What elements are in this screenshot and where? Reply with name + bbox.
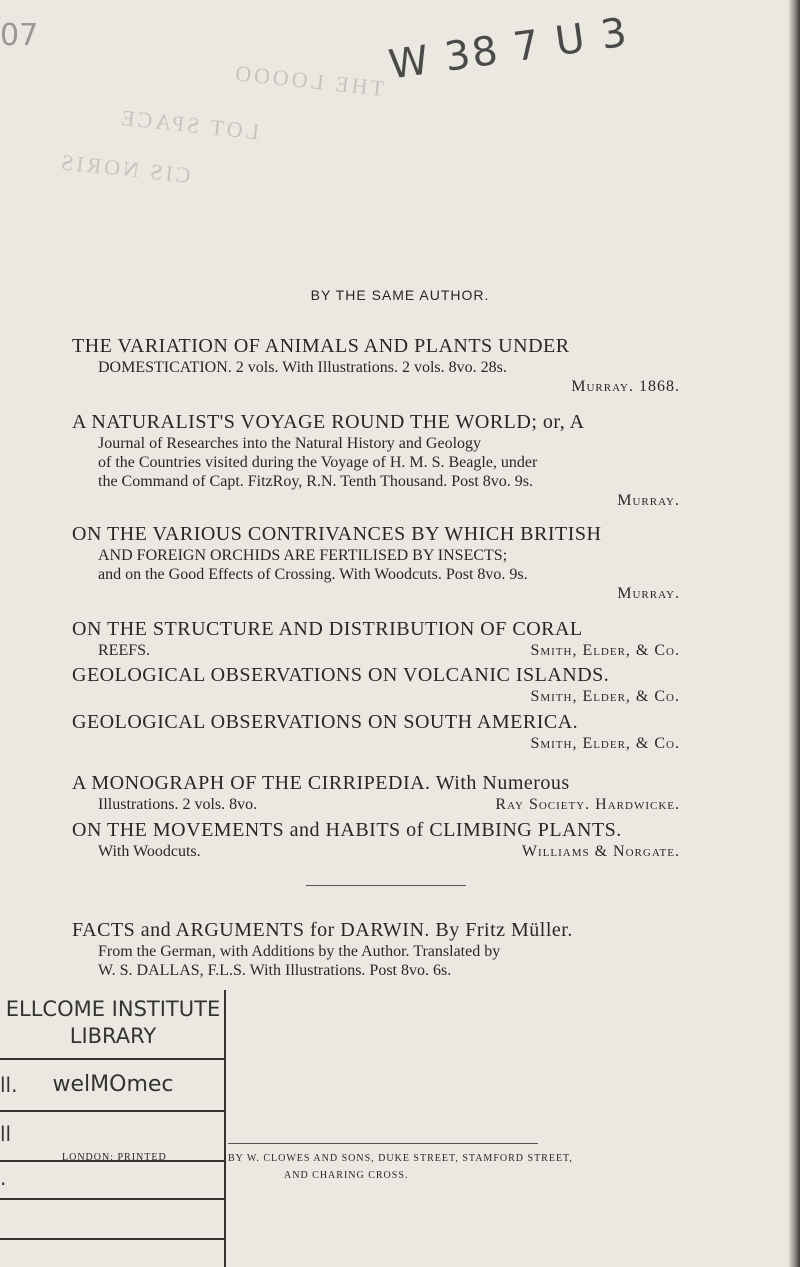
imprint-divider	[228, 1143, 538, 1144]
bleed-through-line-2: LOT SPACE	[117, 104, 261, 145]
entry-title: A NATURALIST'S VOYAGE ROUND THE WORLD; or, A	[72, 411, 585, 433]
entry-line: Illustrations. 2 vols. 8vo.	[98, 796, 258, 813]
stamp-blank-row	[0, 1198, 226, 1240]
stamp-title	[0, 990, 226, 1060]
entry-title: GEOLOGICAL OBSERVATIONS ON VOLCANIC ISLANDS.	[72, 664, 610, 686]
book-entry-facts-arguments	[72, 918, 680, 980]
stamp-row-mark: .	[0, 1166, 7, 1190]
book-entry-variation	[72, 334, 680, 396]
entry-line: AND FOREIGN ORCHIDS ARE FERTILISED BY INSECTS;	[98, 547, 508, 564]
handwritten-shelfmark: W 38 7 U 3	[385, 9, 632, 89]
entry-title: GEOLOGICAL OBSERVATIONS ON SOUTH AMERICA.	[72, 711, 579, 733]
entry-row	[72, 795, 680, 814]
entry-row	[72, 641, 680, 660]
book-entry-orchids	[72, 522, 680, 603]
entry-line: and on the Good Effects of Crossing. With Woodcuts. Post 8vo. 9s.	[98, 566, 528, 583]
printer-imprint-left: LONDON: PRINTED	[62, 1152, 167, 1163]
entry-line: With Woodcuts.	[98, 843, 201, 860]
entry-title: ON THE MOVEMENTS and HABITS of CLIMBING PLANTS.	[72, 819, 622, 841]
stamp-collection-row	[0, 1060, 226, 1112]
printer-imprint-right	[228, 1150, 678, 1184]
entry-title: THE VARIATION OF ANIMALS AND PLANTS UNDER	[72, 335, 570, 357]
bleed-through-line-3: CIS NORIS	[57, 149, 192, 188]
printer-imprint-line-2: AND CHARING CROSS.	[284, 1170, 409, 1181]
entry-publisher: Murray. 1868.	[571, 378, 680, 395]
book-entry-volcanic-islands	[72, 663, 680, 706]
entry-publisher: Ray Society. Hardwicke.	[495, 796, 680, 813]
book-entry-south-america	[72, 710, 680, 753]
entry-line: REEFS.	[98, 642, 151, 659]
entry-line: DOMESTICATION. 2 vols. With Illustrations. 2 vols. 8vo. 28s.	[98, 359, 507, 376]
entry-publisher: Murray.	[617, 585, 680, 602]
page-edge-shadow	[788, 0, 800, 1267]
entry-title: FACTS and ARGUMENTS for DARWIN. By Fritz Müller.	[72, 919, 573, 941]
printer-imprint-line-1: BY W. CLOWES AND SONS, DUKE STREET, STAMFORD STREET,	[228, 1153, 573, 1164]
book-entry-cirripedia	[72, 771, 680, 814]
stamp-row-mark: ll	[0, 1122, 12, 1146]
entry-title: ON THE VARIOUS CONTRIVANCES BY WHICH BRITISH	[72, 523, 602, 545]
page-heading: BY THE SAME AUTHOR.	[310, 287, 490, 303]
bleed-through-line-1: THE LOOOO	[231, 60, 386, 101]
book-entry-voyage	[72, 410, 680, 510]
handwritten-corner-number: 07	[0, 18, 39, 53]
entry-line: From the German, with Additions by the Author. Translated by	[98, 943, 501, 960]
entry-publisher: Murray.	[617, 492, 680, 509]
entry-row	[72, 842, 680, 861]
stamp-blank-row	[0, 1160, 226, 1200]
entry-publisher: Smith, Elder, & Co.	[530, 642, 680, 659]
entry-line: W. S. DALLAS, F.L.S. With Illustrations. Post 8vo. 6s.	[98, 962, 452, 979]
entry-line: Journal of Researches into the Natural History and Geology	[98, 435, 482, 452]
stamp-collection-value: welMOmec	[52, 1072, 174, 1097]
entry-publisher: Smith, Elder, & Co.	[530, 735, 680, 752]
entry-line: of the Countries visited during the Voyage of H. M. S. Beagle, under	[98, 454, 538, 471]
library-stamp	[0, 990, 226, 1267]
stamp-row-mark: ll.	[0, 1073, 18, 1097]
stamp-title-line-1: ELLCOME INSTITUTE	[5, 997, 221, 1021]
entry-publisher: Williams & Norgate.	[521, 843, 680, 860]
entry-line: the Command of Capt. FitzRoy, R.N. Tenth Thousand. Post 8vo. 9s.	[98, 473, 534, 490]
book-entry-climbing-plants	[72, 818, 680, 861]
section-divider	[306, 885, 466, 886]
entry-title: A MONOGRAPH OF THE CIRRIPEDIA. With Numerous	[72, 772, 570, 794]
stamp-title-line-2: LIBRARY	[69, 1024, 157, 1048]
entry-title: ON THE STRUCTURE AND DISTRIBUTION OF CORAL	[72, 618, 583, 640]
entry-publisher: Smith, Elder, & Co.	[530, 688, 680, 705]
book-entry-coral-reefs	[72, 617, 680, 660]
